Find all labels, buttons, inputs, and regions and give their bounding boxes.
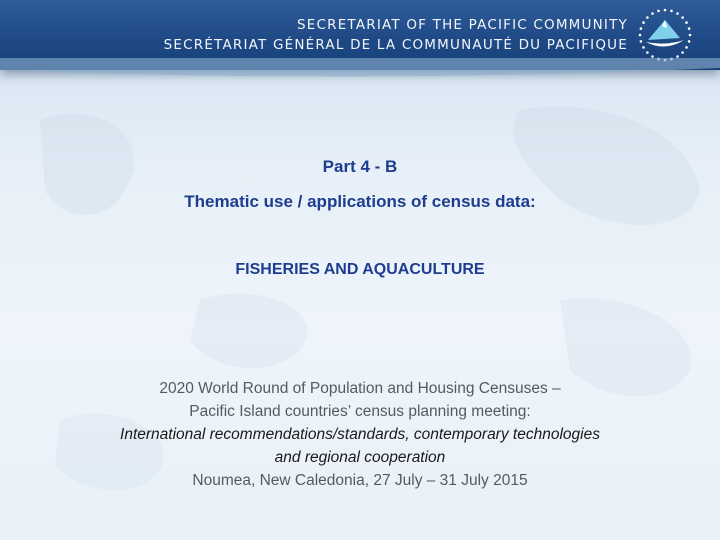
header-swoosh (0, 58, 720, 82)
slide-title: Thematic use / applications of census data: (184, 192, 536, 211)
part-label: Part 4 - B (322, 157, 398, 176)
slide-topic: FISHERIES AND AQUACULTURE (235, 261, 485, 278)
spc-logo-icon (636, 6, 694, 64)
meeting-line-2: Pacific Island countries’ census planning meeting: (189, 403, 531, 420)
org-name-english: SECRETARIAT OF THE PACIFIC COMMUNITY (296, 17, 628, 33)
meeting-line-1: 2020 World Round of Population and Housing Censuses – (159, 380, 561, 397)
meeting-line-4: and regional cooperation (274, 449, 446, 466)
meeting-line-3: International recommendations/standards, contemporary technologies (120, 426, 600, 443)
org-name-french: SECRÉTARIAT GÉNÉRAL DE LA COMMUNAUTÉ DU PACIFIQUE (163, 37, 628, 53)
meeting-line-5: Noumea, New Caledonia, 27 July – 31 July 2015 (192, 472, 528, 489)
meeting-info (0, 377, 720, 492)
